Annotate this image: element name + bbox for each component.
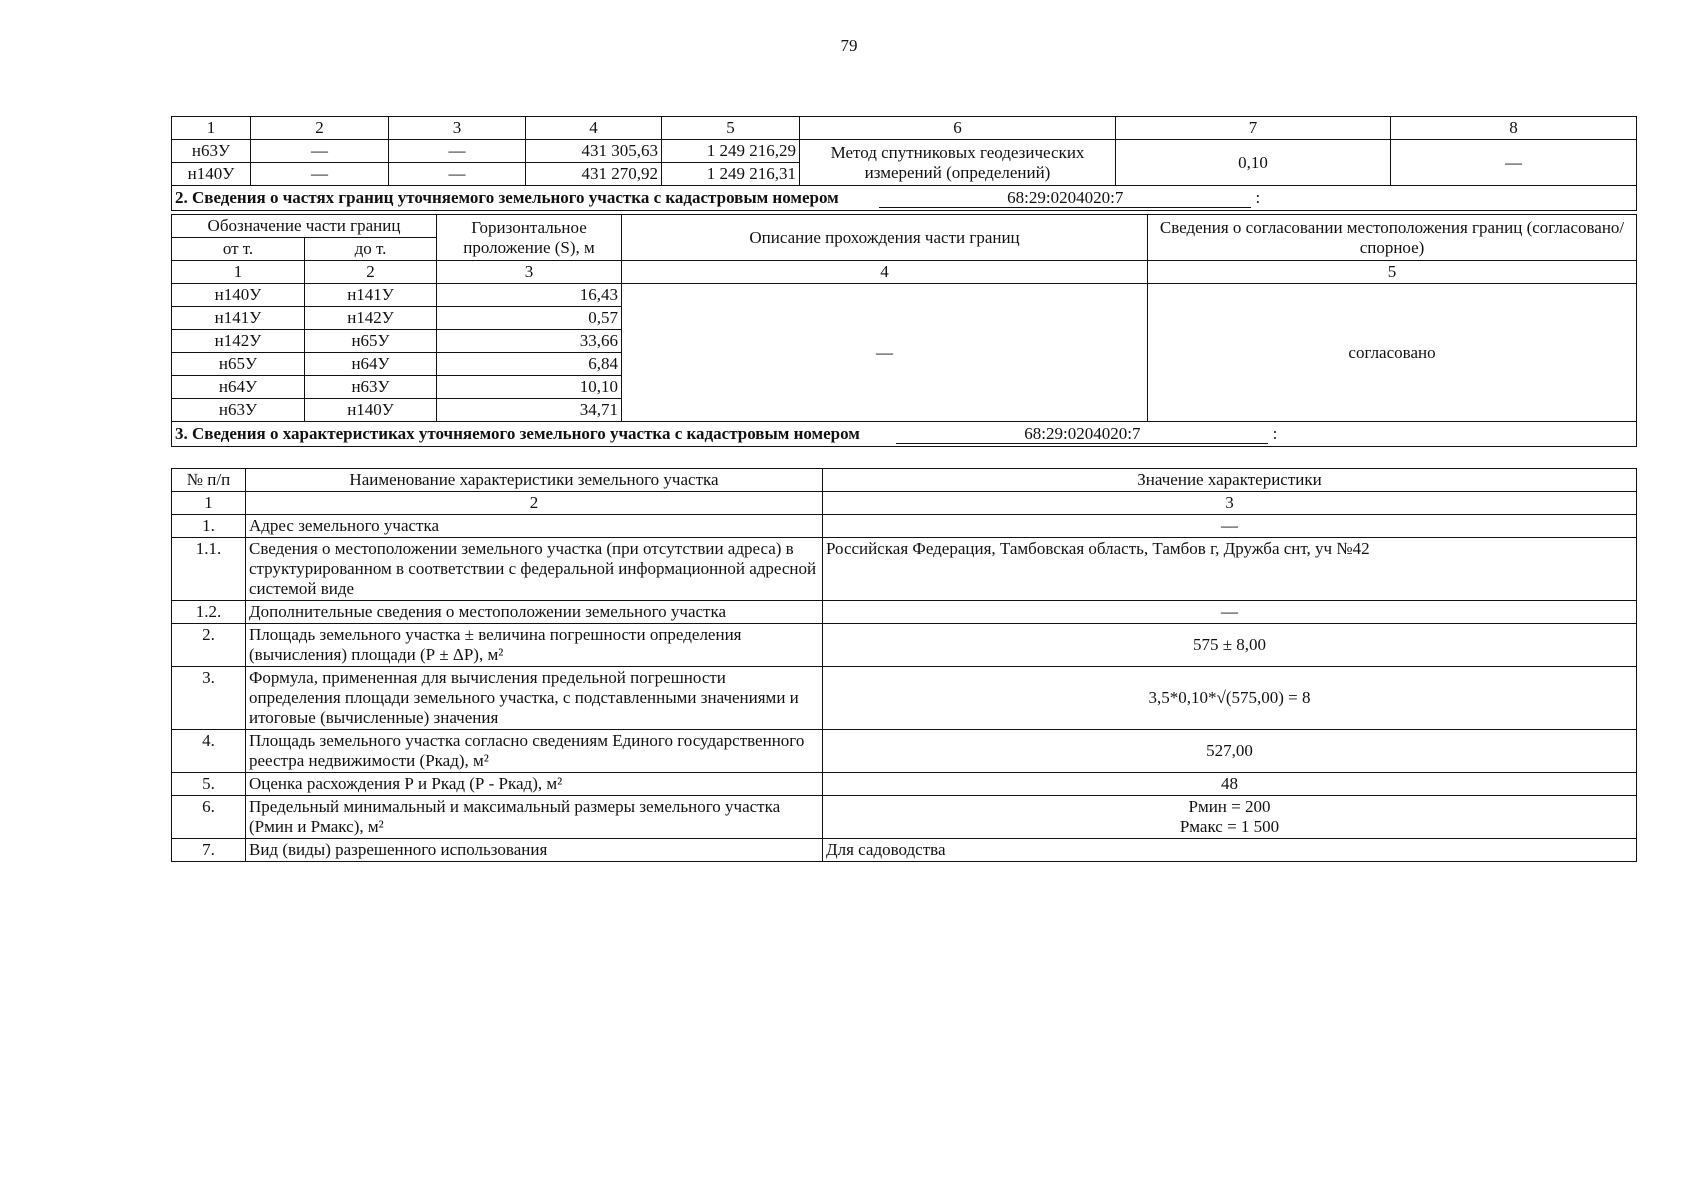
characteristic-value: Для садоводства (823, 839, 1637, 862)
description-header: Описание прохождения части границ (622, 215, 1148, 261)
length-value: 34,71 (437, 399, 622, 422)
section-3-heading-row (172, 422, 1637, 447)
col-number: 2 (305, 261, 437, 284)
from-header: от т. (172, 238, 305, 261)
length-value: 16,43 (437, 284, 622, 307)
from-point: н63У (172, 399, 305, 422)
table-header-row (172, 215, 1637, 238)
from-point: н64У (172, 376, 305, 399)
coordinate-y: 1 249 216,29 (662, 140, 800, 163)
characteristic-value: — (823, 601, 1637, 624)
section-3-title: 3. Сведения о характеристиках уточняемого земельного участка с кадастровым номером (175, 424, 860, 443)
col-number: 5 (1148, 261, 1637, 284)
col-number: 1 (172, 261, 305, 284)
method-cell: Метод спутниковых геодезических измерений (определений) (800, 140, 1116, 186)
num-header: № п/п (172, 469, 246, 492)
characteristic-name: Формула, примененная для вычисления предельной погрешности определения площади земельного участка, с подставленными значениями и итоговые (вычисленные) значения (246, 667, 823, 730)
agreement-value: согласовано (1148, 284, 1637, 422)
boundary-parts-table (171, 214, 1636, 447)
col-number: 3 (437, 261, 622, 284)
table-row (172, 515, 1637, 538)
colon: : (1255, 188, 1261, 207)
characteristic-name: Адрес земельного участка (246, 515, 823, 538)
cell-value: — (1391, 140, 1637, 186)
col-header: 7 (1116, 117, 1391, 140)
length-value: 0,57 (437, 307, 622, 330)
characteristic-name: Дополнительные сведения о местоположении земельного участка (246, 601, 823, 624)
table-row (172, 773, 1637, 796)
row-number: 5. (172, 773, 246, 796)
table-row (172, 796, 1637, 839)
length-value: 10,10 (437, 376, 622, 399)
from-point: н142У (172, 330, 305, 353)
characteristic-value: Российская Федерация, Тамбовская область, Тамбов г, Дружба снт, уч №42 (823, 538, 1637, 601)
section-2-heading-row (172, 186, 1637, 211)
col-header: 5 (662, 117, 800, 140)
table-row (172, 140, 1637, 163)
length-header: Горизонтальное проложение (S), м (437, 215, 622, 261)
col-number: 2 (246, 492, 823, 515)
row-number: 1.1. (172, 538, 246, 601)
table-row (172, 601, 1637, 624)
coordinate-x: 431 270,92 (526, 163, 662, 186)
characteristic-name: Сведения о местоположении земельного участка (при отсутствии адреса) в структурированном в соответствии с федеральной информационной адресной системой виде (246, 538, 823, 601)
table-row (172, 730, 1637, 773)
column-numbers-row (172, 492, 1637, 515)
to-point: н141У (305, 284, 437, 307)
designation-header: Обозначение части границ (172, 215, 437, 238)
agreement-header: Сведения о согласовании местоположения границ (согласовано/спорное) (1148, 215, 1637, 261)
from-point: н141У (172, 307, 305, 330)
row-number: 7. (172, 839, 246, 862)
characteristic-name: Площадь земельного участка согласно сведениям Единого государственного реестра недвижимости (Ркад), м² (246, 730, 823, 773)
from-point: н65У (172, 353, 305, 376)
col-header: 6 (800, 117, 1116, 140)
to-header: до т. (305, 238, 437, 261)
cell-value: — (251, 163, 389, 186)
max-size-value: Рмакс = 1 500 (1179, 817, 1280, 836)
characteristic-value: 527,00 (823, 730, 1637, 773)
col-header: 1 (172, 117, 251, 140)
characteristics-table (171, 468, 1636, 862)
row-number: 6. (172, 796, 246, 839)
section-2-title: 2. Сведения о частях границ уточняемого земельного участка с кадастровым номером (175, 188, 839, 207)
characteristic-value: 575 ± 8,00 (823, 624, 1637, 667)
row-number: 1. (172, 515, 246, 538)
characteristic-name: Вид (виды) разрешенного использования (246, 839, 823, 862)
from-point: н140У (172, 284, 305, 307)
col-number: 3 (823, 492, 1637, 515)
accuracy-cell: 0,10 (1116, 140, 1391, 186)
characteristic-value: 3,5*0,10*√(575,00) = 8 (823, 667, 1637, 730)
description-value: — (622, 284, 1148, 422)
row-number: 1.2. (172, 601, 246, 624)
row-number: 3. (172, 667, 246, 730)
characteristic-value: — (823, 515, 1637, 538)
cadastral-number: 68:29:0204020:7 (896, 425, 1268, 444)
coordinate-y: 1 249 216,31 (662, 163, 800, 186)
table-row (172, 284, 1637, 307)
col-number: 1 (172, 492, 246, 515)
col-header: 8 (1391, 117, 1637, 140)
col-header: 3 (389, 117, 526, 140)
row-number: 2. (172, 624, 246, 667)
characteristic-name: Оценка расхождения Р и Ркад (Р - Ркад), м² (246, 773, 823, 796)
row-number: 4. (172, 730, 246, 773)
page-number: 79 (840, 36, 858, 55)
table-row (172, 624, 1637, 667)
to-point: н63У (305, 376, 437, 399)
min-size-value: Рмин = 200 (1188, 797, 1271, 816)
to-point: н142У (305, 307, 437, 330)
col-number: 4 (622, 261, 1148, 284)
column-numbers-row (172, 261, 1637, 284)
table-row (172, 538, 1637, 601)
colon: : (1272, 424, 1278, 443)
characteristic-name: Площадь земельного участка ± величина погрешности определения (вычисления) площади (Р ± ΔР), м² (246, 624, 823, 667)
table-row (172, 839, 1637, 862)
value-header: Значение характеристики (823, 469, 1637, 492)
table-row (172, 667, 1637, 730)
characteristic-value (823, 796, 1637, 839)
table-header-row (172, 117, 1637, 140)
coordinates-table (171, 116, 1636, 211)
to-point: н65У (305, 330, 437, 353)
col-header: 2 (251, 117, 389, 140)
col-header: 4 (526, 117, 662, 140)
name-header: Наименование характеристики земельного участка (246, 469, 823, 492)
table-header-row (172, 469, 1637, 492)
cell-value: — (389, 140, 526, 163)
to-point: н140У (305, 399, 437, 422)
length-value: 6,84 (437, 353, 622, 376)
cell-value: — (251, 140, 389, 163)
coordinate-x: 431 305,63 (526, 140, 662, 163)
point-name: н63У (172, 140, 251, 163)
length-value: 33,66 (437, 330, 622, 353)
to-point: н64У (305, 353, 437, 376)
cell-value: — (389, 163, 526, 186)
characteristic-value: 48 (823, 773, 1637, 796)
cadastral-number: 68:29:0204020:7 (879, 189, 1251, 208)
characteristic-name: Предельный минимальный и максимальный размеры земельного участка (Рмин и Рмакс), м² (246, 796, 823, 839)
point-name: н140У (172, 163, 251, 186)
